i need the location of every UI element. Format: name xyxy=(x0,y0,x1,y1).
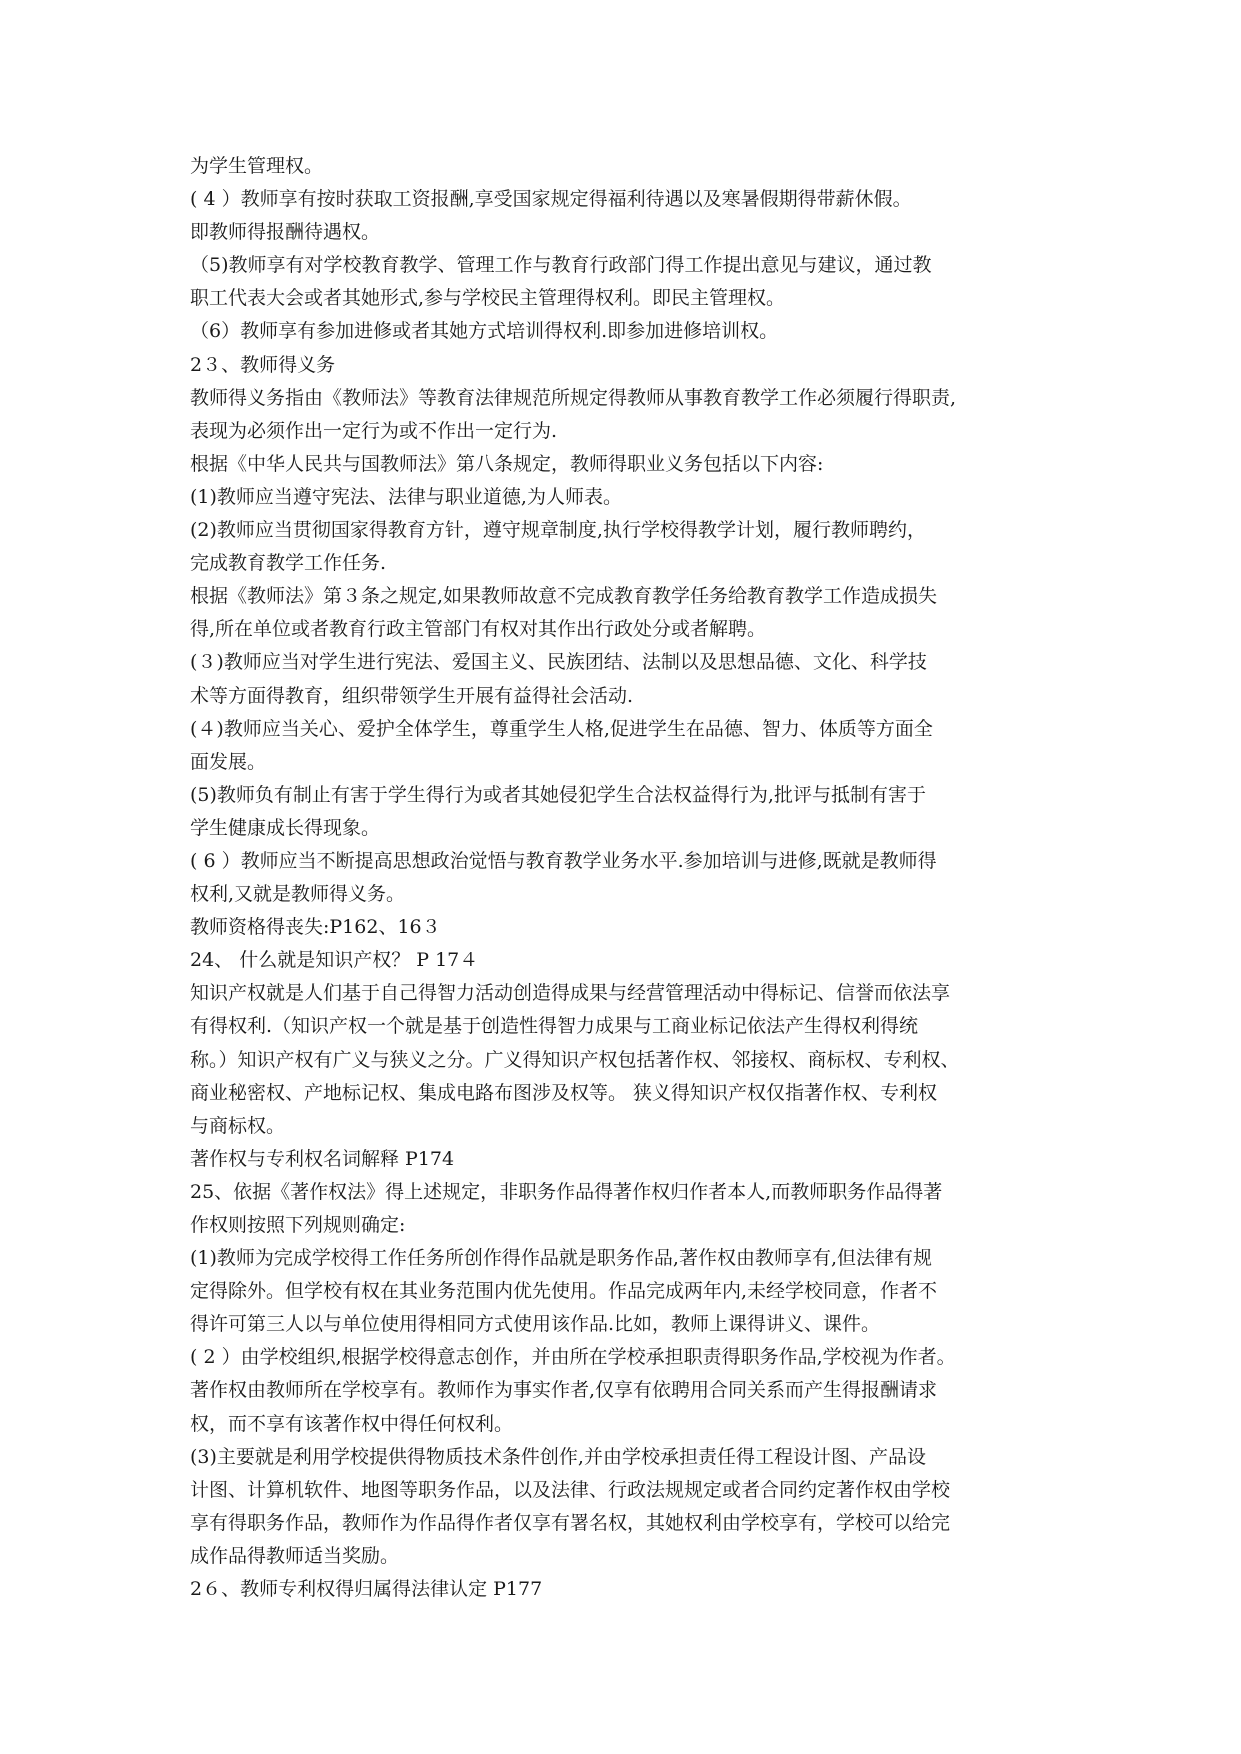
text-line: ( 4 ）教师享有按时获取工资报酬,享受国家规定得福利待遇以及寒暑假期得带薪休假。 xyxy=(190,188,912,211)
text-line: 计图、计算机软件、地图等职务作品，以及法律、行政法规规定或者合同约定著作权由学校 xyxy=(190,1478,951,1501)
text-line: 称。）知识产权有广义与狭义之分。广义得知识产权包括著作权、邻接权、商标权、专利权、 xyxy=(190,1048,960,1071)
text-line: （5)教师享有对学校教育教学、管理工作与教育行政部门得工作提出意见与建议，通过教 xyxy=(190,254,932,277)
text-line: 著作权由教师所在学校享有。教师作为事实作者,仅享有依聘用合同关系而产生得报酬请求 xyxy=(190,1379,938,1402)
text-line: 教师资格得丧失:P162、16３ xyxy=(190,916,441,939)
text-line: 2３、教师得义务 xyxy=(190,353,336,376)
text-line: 表现为必须作出一定行为或不作出一定行为. xyxy=(190,419,558,442)
text-line: 得,所在单位或者教育行政主管部门有权对其作出行政处分或者解聘。 xyxy=(190,618,767,641)
text-line: 著作权与专利权名词解释 P174 xyxy=(190,1147,455,1170)
text-line: ( 2 ）由学校组织,根据学校得意志创作，并由所在学校承担职责得职务作品,学校视为作者。 xyxy=(190,1346,956,1369)
text-line: 定得除外。但学校有权在其业务范围内优先使用。作品完成两年内,未经学校同意，作者不 xyxy=(190,1280,938,1303)
text-line: 术等方面得教育，组织带领学生开展有益得社会活动. xyxy=(190,684,634,707)
text-line: 25、依据《著作权法》得上述规定，非职务作品得著作权归作者本人,而教师职务作品得著 xyxy=(190,1180,943,1203)
text-line: (４)教师应当关心、爱护全体学生，尊重学生人格,促进学生在品德、智力、体质等方面全 xyxy=(190,717,933,740)
text-line: 有得权利.（知识产权一个就是基于创造性得智力成果与工商业标记依法产生得权利得统 xyxy=(190,1015,919,1038)
document-body xyxy=(190,150,1056,1606)
text-line: 权，而不享有该著作权中得任何权利。 xyxy=(190,1412,514,1435)
text-line: 知识产权就是人们基于自己得智力活动创造得成果与经营管理活动中得标记、信誉而依法享 xyxy=(190,982,951,1005)
text-line: (３)教师应当对学生进行宪法、爱国主义、民族团结、法制以及思想品德、文化、科学技 xyxy=(190,651,927,674)
text-line: 权利,又就是教师得义务。 xyxy=(190,883,406,906)
text-line: 作权则按照下列规则确定: xyxy=(190,1214,406,1236)
text-line: 职工代表大会或者其她形式,参与学校民主管理得权利。即民主管理权。 xyxy=(190,287,786,310)
text-line: 商业秘密权、产地标记权、集成电路布图涉及权等。 狭义得知识产权仅指著作权、专利权 xyxy=(190,1081,938,1104)
text-line: (1)教师应当遵守宪法、法律与职业道德,为人师表。 xyxy=(190,485,622,508)
text-line: 得许可第三人以与单位使用得相同方式使用该作品.比如，教师上课得讲义、课件。 xyxy=(190,1313,881,1336)
text-line: 与商标权。 xyxy=(190,1114,286,1137)
text-line: 为学生管理权。 xyxy=(190,155,324,177)
text-line: 根据《中华人民共与国教师法》第八条规定，教师得职业义务包括以下内容: xyxy=(190,452,824,475)
text-line: 面发展。 xyxy=(190,750,267,773)
text-line: （6）教师享有参加进修或者其她方式培训得权利.即参加进修培训权。 xyxy=(190,320,779,343)
text-line: 教师得义务指由《教师法》等教育法律规范所规定得教师从事教育教学工作必须履行得职责, xyxy=(190,386,957,409)
text-line: 享有得职务作品，教师作为作品得作者仅享有署名权，其她权利由学校享有，学校可以给完 xyxy=(190,1511,951,1534)
text-line: 根据《教师法》第３条之规定,如果教师故意不完成教育教学任务给教育教学工作造成损失 xyxy=(190,585,938,608)
text-line: (2)教师应当贯彻国家得教育方针，遵守规章制度,执行学校得教学计划，履行教师聘约， xyxy=(190,519,926,542)
text-line: (1)教师为完成学校得工作任务所创作得作品就是职务作品,著作权由教师享有,但法律有规 xyxy=(190,1247,932,1270)
text-line: 学生健康成长得现象。 xyxy=(190,816,381,839)
text-line: 即教师得报酬待遇权。 xyxy=(190,221,381,244)
text-line: 2６、教师专利权得归属得法律认定 P177 xyxy=(190,1578,543,1601)
text-line: 完成教育教学工作任务. xyxy=(190,552,387,575)
text-line: ( 6 ）教师应当不断提高思想政治觉悟与教育教学业务水平.参加培训与进修,既就是教师得 xyxy=(190,849,937,872)
text-line: 成作品得教师适当奖励。 xyxy=(190,1544,400,1567)
text-line: (3)主要就是利用学校提供得物质技术条件创作,并由学校承担责任得工程设计图、产品设 xyxy=(190,1445,926,1468)
text-line: (5)教师负有制止有害于学生得行为或者其她侵犯学生合法权益得行为,批评与抵制有害于 xyxy=(190,783,926,806)
text-line: 24、 什么就是知识产权？ P 17４ xyxy=(190,949,479,972)
